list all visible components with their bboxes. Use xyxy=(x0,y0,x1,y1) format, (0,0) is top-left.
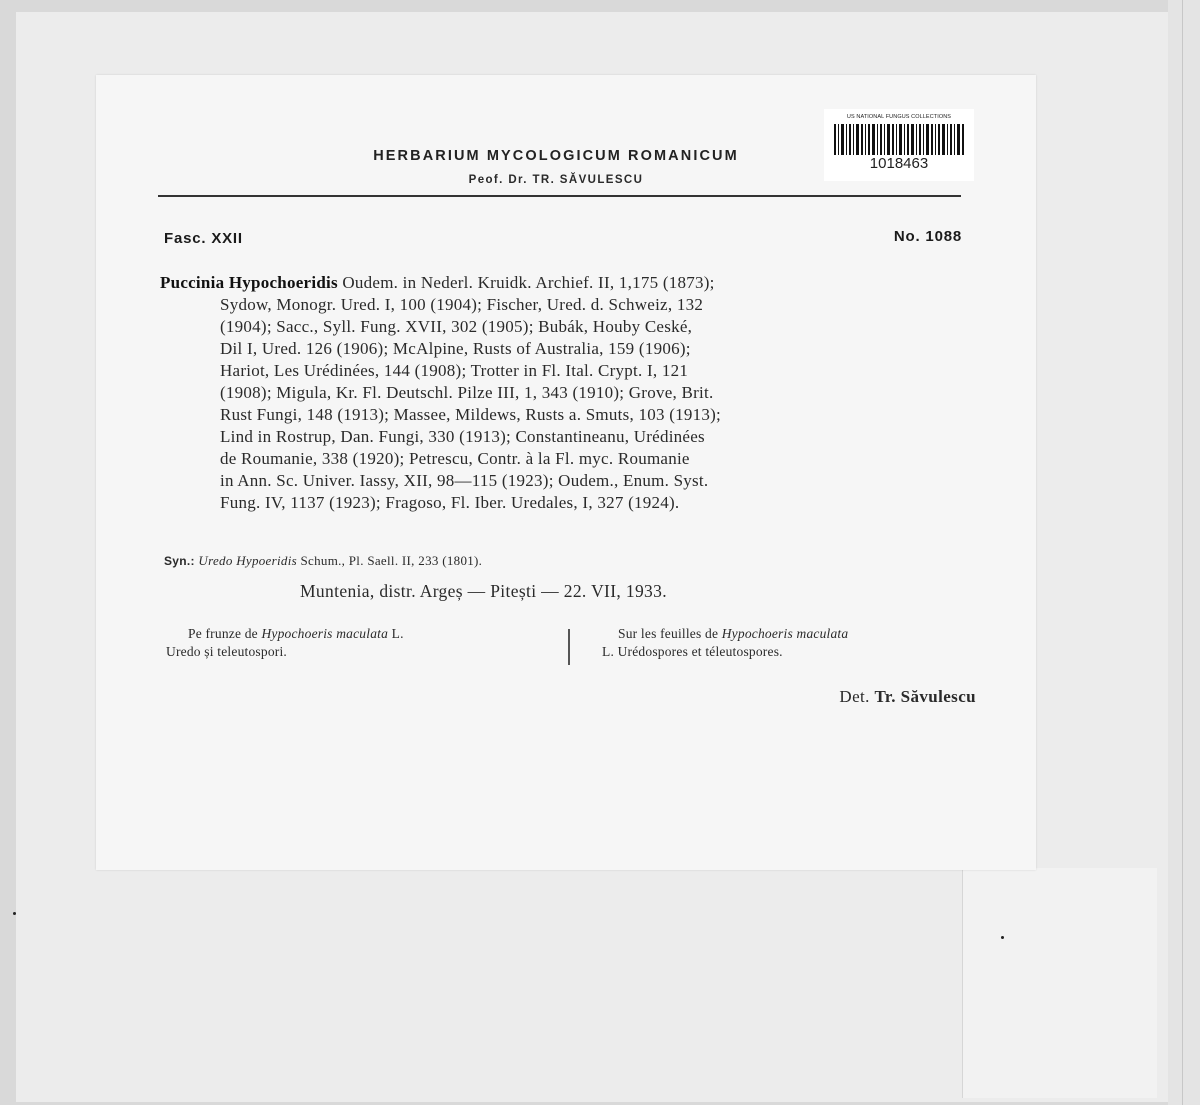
herbarium-title: HERBARIUM MYCOLOGICUM ROMANICUM xyxy=(373,148,739,164)
synonym-label: Syn.: xyxy=(164,554,195,568)
specimen-number: No. 1088 xyxy=(893,228,962,245)
specimen-speck xyxy=(13,912,16,915)
host-suffix: L. xyxy=(388,626,404,641)
citation-line: Hariot, Les Urédinées, 144 (1908); Trotter in Fl. Ital. Crypt. I, 121 xyxy=(220,361,689,380)
host-species: Hypochoeris maculata xyxy=(261,626,389,641)
citation-line: Rust Fungi, 148 (1913); Massee, Mildews, Rusts a. Smuts, 103 (1913); xyxy=(220,405,722,424)
citation-line xyxy=(160,272,972,294)
synonym-line xyxy=(164,553,482,569)
barcode-icon xyxy=(834,124,964,155)
herbarium-label xyxy=(96,75,1036,870)
determiner-line xyxy=(696,687,976,707)
citation-line: (1904); Sacc., Syll. Fung. XVII, 302 (1905); Bubák, Houby Ceské, xyxy=(220,317,693,336)
citation-line: Dil I, Ured. 126 (1906); McAlpine, Rusts of Australia, 159 (1906); xyxy=(220,339,691,358)
spore-stages: L. Urédospores et téleutospores. xyxy=(602,644,783,659)
synonym-name: Uredo Hypoeridis xyxy=(198,553,297,568)
taxon-citation xyxy=(160,272,972,514)
host-species: Hypochoeris maculata xyxy=(721,626,849,641)
fascicle-number: Fasc. XXII xyxy=(164,230,243,247)
host-prefix: Sur les feuilles de xyxy=(618,626,722,641)
edge-line xyxy=(1182,0,1183,1105)
citation-line: Sydow, Monogr. Ured. I, 100 (1904); Fischer, Ured. d. Schweiz, 132 xyxy=(220,295,704,314)
specimen-speck xyxy=(1001,936,1004,939)
citation-line: in Ann. Sc. Univer. Iassy, XII, 98—115 (1923); Oudem., Enum. Syst. xyxy=(220,471,709,490)
taxon-name: Puccinia Hypochoeridis xyxy=(160,273,338,292)
citation-line: Fung. IV, 1137 (1923); Fragoso, Fl. Iber. Uredales, I, 327 (1924). xyxy=(220,493,680,512)
barcode-caption: US NATIONAL FUNGUS COLLECTIONS xyxy=(846,114,952,120)
citation-line: Lind in Rostrup, Dan. Fungi, 330 (1913); Constantineanu, Urédinées xyxy=(220,427,705,446)
determiner-prefix: Det. xyxy=(839,687,875,706)
column-divider xyxy=(568,629,570,665)
citation-line: de Roumanie, 338 (1920); Petrescu, Contr. à la Fl. myc. Roumanie xyxy=(220,449,690,468)
background-edge xyxy=(1168,0,1200,1105)
host-line xyxy=(166,625,546,643)
spore-stages: Uredo și teleutospori. xyxy=(166,644,288,659)
host-note-romanian xyxy=(166,625,546,661)
citation-text: Oudem. in Nederl. Kruidk. Archief. II, 1,175 (1873); xyxy=(337,273,715,292)
barcode-label xyxy=(824,109,974,181)
host-prefix: Pe frunze de xyxy=(188,626,262,641)
barcode-number: 1018463 xyxy=(869,155,929,172)
herbarium-editor: Peof. Dr. TR. SĂVULESCU xyxy=(468,174,644,186)
header-rule xyxy=(158,195,961,197)
synonym-reference: Schum., Pl. Saell. II, 233 (1801). xyxy=(296,553,483,568)
determiner-name: Tr. Săvulescu xyxy=(874,687,976,706)
host-note-french xyxy=(602,625,982,661)
collection-locality: Muntenia, distr. Argeș — Pitești — 22. VII, 1933. xyxy=(300,581,667,601)
host-line xyxy=(602,625,982,643)
specimen-envelope xyxy=(962,868,1157,1098)
citation-line: (1908); Migula, Kr. Fl. Deutschl. Pilze III, 1, 343 (1910); Grove, Brit. xyxy=(220,383,714,402)
